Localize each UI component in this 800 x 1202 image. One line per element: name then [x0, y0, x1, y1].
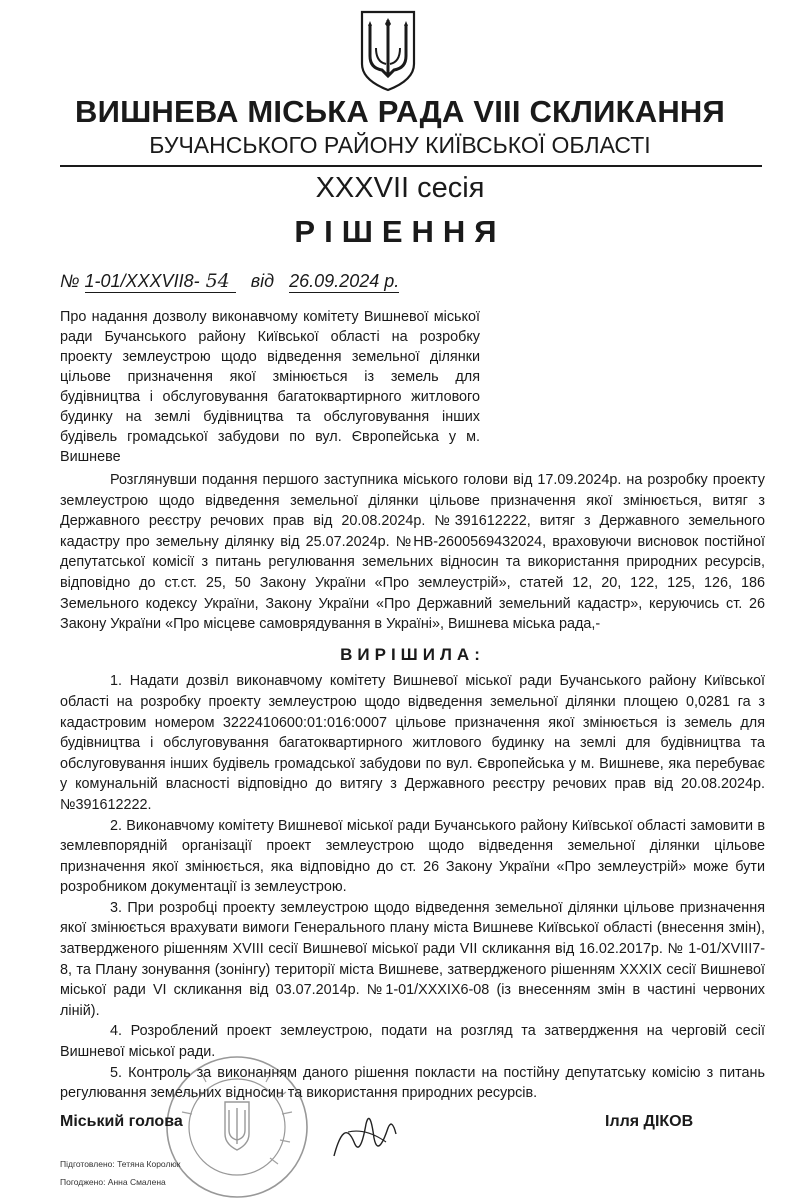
- session-label: XXXVII сесія: [315, 172, 485, 204]
- decision-item-4: 4. Розроблений проект землеустрою, подати на розгляд та затвердження на черговій сесії Вишневої міської ради.: [60, 1023, 765, 1061]
- decision-number-line: [60, 270, 399, 293]
- decision-number: 1-01/XXXVII8-: [84, 271, 200, 291]
- document-type: РІШЕННЯ: [294, 214, 506, 249]
- preamble-paragraph: Розглянувши подання першого заступника міського голови від 17.09.2024р. на розробку проекту землеустрою щодо відведення земельної ділянки цільове призначення якої змінюється, витяг з Державного реєстру речових прав від 20.08.2024р. №391612222, витяг з Державного земельного кадастру про земельну ділянку від 25.07.2024р. №НВ-2600569432024, враховуючи висновок постійної депутатської комісії з питань регулювання земельних відносин та використання природних ресурсів, відповідно до ст.ст. 25, 50 Закону України «Про землеустрій», статей 12, 20, 122, 125, 126, 186 Земельного кодексу України, Закону України «Про Державний земельний кадастр», керуючись ст. 26 Закону України «Про місцеве самоврядування в Україні», Вишнева міська рада,-: [60, 472, 765, 633]
- header-divider: [60, 165, 762, 167]
- date-word: від: [250, 271, 275, 291]
- district-subtitle: БУЧАНСЬКОГО РАЙОНУ КИЇВСЬКОЇ ОБЛАСТІ: [149, 132, 651, 158]
- agreed-by: Погоджено: Анна Смалена: [60, 1177, 166, 1187]
- decision-item-2: 2. Виконавчому комітету Вишневої міської ради Бучанського району Київської області замовити в землевпорядній організації проект землеустрою щодо відведення земельної ділянки цільове призначення якої змінюється, яка відповідно до ст. 26 Закону України «Про землеустрій» може бути розробником документації із землеустрою.: [60, 817, 765, 896]
- decision-subject: Про надання дозволу виконавчому комітету Вишневої міської ради Бучанського району Київської області на розробку проекту землеустрою щодо відведення земельної ділянки цільове призначення якої змінюється із земель для будівництва і обслуговування багатоквартирного житлового будинку на землі будівництва та обслуговування інших будівель громадської забудови по вул. Європейська у м. Вишневе: [60, 309, 480, 465]
- decision-item-3: 3. При розробці проекту землеустрою щодо відведення земельної ділянки цільове призначення якої змінюється врахувати вимоги Генерального плану міста Вишневе Київської області (внесення змін), затвердженого рішенням XVIII сесії Вишневої міської ради VII скликання від 16.02.2017р. № 1-01/XVIII7-8, та Плану зонування (зонінгу) території міста Вишневе, затвердженого рішенням XXXIX сесії Вишневої міської ради VI скликання від 03.07.2014р. №1-01/XXXIX6-08 (із внесенням змін в частині червоних ліній).: [60, 899, 765, 1019]
- number-prefix: №: [60, 271, 80, 291]
- decided-heading: ВИРІШИЛА:: [340, 644, 485, 664]
- council-title: ВИШНЕВА МІСЬКА РАДА VIII СКЛИКАННЯ: [75, 94, 725, 129]
- decision-item-1: 1. Надати дозвіл виконавчому комітету Вишневої міської ради Бучанського району Київської області на розробку проекту землеустрою щодо відведення земельної ділянки площею 0,0281 га з кадастровим номером 3222410600:01:016:0007 цільове призначення якої змінюється із земель для будівництва і обслуговування багатоквартирного житлового будинку на землі для будівництва та обслуговування інших будівель громадської забудови по вул. Європейська у м. Вишневе, яка перебуває у комунальній власності відповідно до витягу з Державного реєстру речових прав від 20.08.2024р. №391612222.: [60, 673, 765, 813]
- handwritten-signature-icon: [330, 1098, 400, 1168]
- decision-number-field: [85, 270, 236, 293]
- official-seal-icon: [162, 1052, 312, 1202]
- mayor-name: Ілля ДІКОВ: [605, 1113, 694, 1130]
- prepared-by: Підготовлено: Тетяна Королюк: [60, 1159, 181, 1169]
- decision-date: 26.09.2024 р.: [289, 271, 400, 291]
- trident-emblem-icon: [358, 8, 418, 92]
- decision-body: [60, 470, 765, 1104]
- decision-number-handwritten: 54: [205, 270, 230, 292]
- mayor-label: Міський голова: [60, 1113, 183, 1130]
- decision-item-5: 5. Контроль за виконанням даного рішення покласти на постійну депутатську комісію з питань регулювання земельних відносин та використання природних ресурсів.: [60, 1064, 765, 1102]
